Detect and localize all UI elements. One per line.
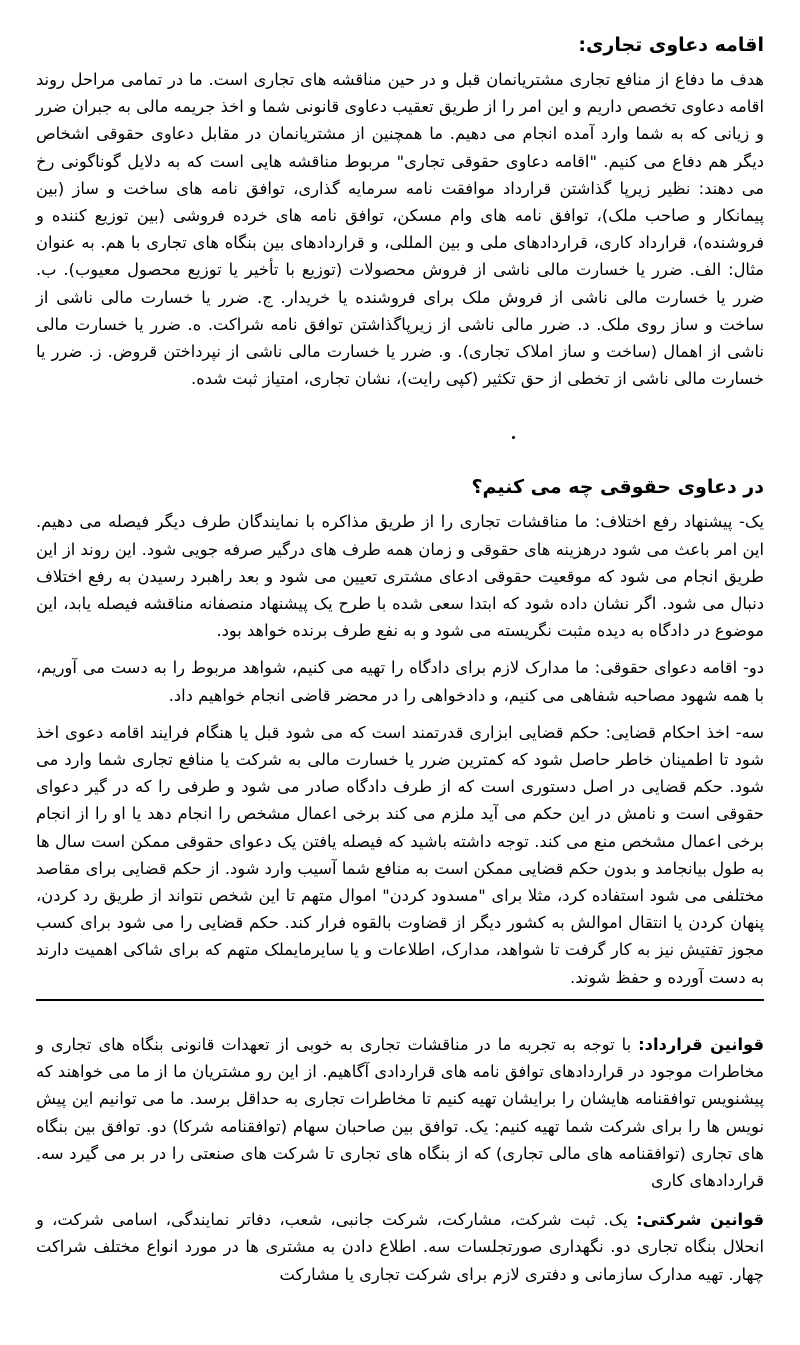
section1-body: هدف ما دفاع از منافع تجاری مشتریانمان قبل و در حین مناقشه های تجاری است. ما در تمامی مراحل روند اقامه دعاوی تخصص داریم و این امر را از طریق تعقیب دعاوی قانونی شما و اخذ جریمه مالی به جبران ضرر و زیانی که به شما وارد آمده انجام می دهیم. ما همچنین از مشتریانمان در مقابل دعاوی حقوقی اشخاص دیگر هم دفاع می کنیم. "اقامه دعاوی حقوقی تجاری" مربوط مناقشه هایی است که به دلایل گوناگونی رخ می دهند: نظیر زیرپا گذاشتن قرارداد موافقت نامه سرمایه گذاری، توافق نامه های ساخت و ساز (بین پیمانکار و صاحب ملک)، توافق نامه های وام مسکن، توافق نامه های خرده فروشی (بین توزیع کننده و فروشنده)، قرارداد کاری، قراردادهای ملی و بین المللی، و قراردادهای بین بنگاه های تجاری با هم. به عنوان مثال: الف. ضرر یا خسارت مالی ناشی از فروش محصولات (توزیع با تأخیر یا توزیع محصول معیوب). ب. ضرر یا خسارت مالی ناشی از فروش ملک برای فروشنده یا خریدار. ج. ضرر یا خسارت مالی ناشی از ساخت و ساز روی ملک. د. ضرر مالی ناشی از زیرپاگذاشتن توافق نامه شراکت. ه. ضرر یا خسارت مالی ناشی از اهمال (ساخت و ساز املاک تجاری). و. ضرر یا خسارت مالی ناشی از نپرداختن قروض. ز. ضرر یا خسارت مالی ناشی از تخطی از حق تکثیر (کپی رایت)، نشان تجاری، امتیاز ثبت شده. [36, 70, 764, 389]
contract-law-paragraph [36, 1031, 764, 1194]
corporate-law-label: قوانین شرکتی: [636, 1210, 765, 1230]
item-injunctions: سه- اخذ احکام قضایی: حکم قضایی ابزاری قدرتمند است که می شود قبل یا هنگام فرایند اقامه دعوی اخذ شود تا اطمینان خاطر حاصل شود که کمترین ضرر یا خسارت مالی به شرکت یا منافع تجاری شما وارد می شود. حکم قضایی در اصل دستوری است که از طرف دادگاه صادر می شود و طرفی را که در گیر دعوای حقوقی است و نامش در این حکم می آید ملزم می کند برخی اعمال مشخص را انجام دهد یا او را از انجام برخی اعمال مشخص منع می کند. توجه داشته باشید که فیصله یافتن یک دعوای حقوقی ممکن است سال ها به طول بیانجامد و بدون حکم قضایی ممکن است به منافع شما آسیب وارد شود. از حکم قضایی برای مقاصد مختلفی می شود استفاده کرد، مثلا برای "مسدود کردن" اموال متهم تا این شخص نتواند از طریق رد کردن، پنهان کردن یا انتقال اموالش به کشور دیگر از قضاوت بالقوه فرار کند. حکم قضایی را می شود برای کسب مجوز تفتیش نیز به کار گرفت تا شواهد، مدارک، اطلاعات و یا سایرمایملک متهم که برای شاکی اهمیت دارند به دست آورده و حفظ شوند. [36, 722, 764, 987]
section-what-we-do [36, 472, 764, 990]
section1-title: اقامه دعاوی تجاری: [578, 34, 764, 56]
section2-title: در دعاوی حقوقی چه می کنیم؟ [471, 476, 764, 499]
section-commercial-litigation [36, 30, 764, 392]
section-divider [36, 999, 764, 1001]
corporate-law-text: یک. ثبت شرکت، مشارکت، شرکت جانبی، شعب، دفاتر نمایندگی، اسامی شرکت، و انحلال بنگاه تجاری دو. نگهداری صورتجلسات سه. اطلاع دادن به مشتری ها در مورد انواع مختلف شراکت چهار. تهیه مدارک سازمانی و دفتری لازم برای شرکت تجاری یا مشارکت [36, 1210, 764, 1284]
item-settlement: یک- پیشنهاد رفع اختلاف: ما مناقشات تجاری را از طریق مذاکره با نمایندگان طرف دیگر فیصله می دهیم. این امر باعث می شود درهزینه های حقوقی و زمان همه طرف های درگیر صرفه جویی شود. این روند از این طریق انجام می شود که موقعیت حقوقی ادعای مشتری تعیین می شود و بعد راهبرد رسیدن به رفع اختلاف دنبال می شود. اگر نشان داده شود که ابتدا سعی شده با طرح یک پیشنهاد منصفانه مناقشه فیصله یابد، این موضوع در دادگاه به دیده مثبت نگریسته می شود و به نفع طرف برنده خواهد بود. [36, 512, 764, 641]
contract-law-text: با توجه به تجربه ما در مناقشات تجاری به خوبی از تعهدات قانونی بنگاه های تجاری و مخاطرات موجود در قراردادهای توافق نامه های قراردادی آگاهیم. از این رو مشتریان ما از ما می خواهند که پیشنویس توافقنامه هایشان را برایشان تهیه کنیم تا مخاطرات تجاری به حداقل برسد. ما می توانیم این پیش نویس ها را برای شرکت شما تهیه کنیم: یک. توافق بین صاحبان سهام (توافقنامه شرکا) دو. توافق بین بنگاه های تجاری (توافقنامه های مالی تجاری) که از بنگاه های تجاری تا شرکت های صنعتی را در بر می گیرد سه. قراردادهای کاری [36, 1034, 764, 1190]
corporate-law-paragraph [36, 1206, 764, 1288]
section-laws [36, 1031, 764, 1288]
item-filing-lawsuit: دو- اقامه دعوای حقوقی: ما مدارک لازم برای دادگاه را تهیه می کنیم، شواهد مربوط را به دست می آوریم، با همه شهود مصاحبه شفاهی می کنیم، و دادخواهی را در محضر قاضی انجام خواهیم داد. [36, 658, 764, 705]
contract-law-label: قوانین قرارداد: [638, 1034, 764, 1054]
stray-dot [512, 436, 515, 439]
